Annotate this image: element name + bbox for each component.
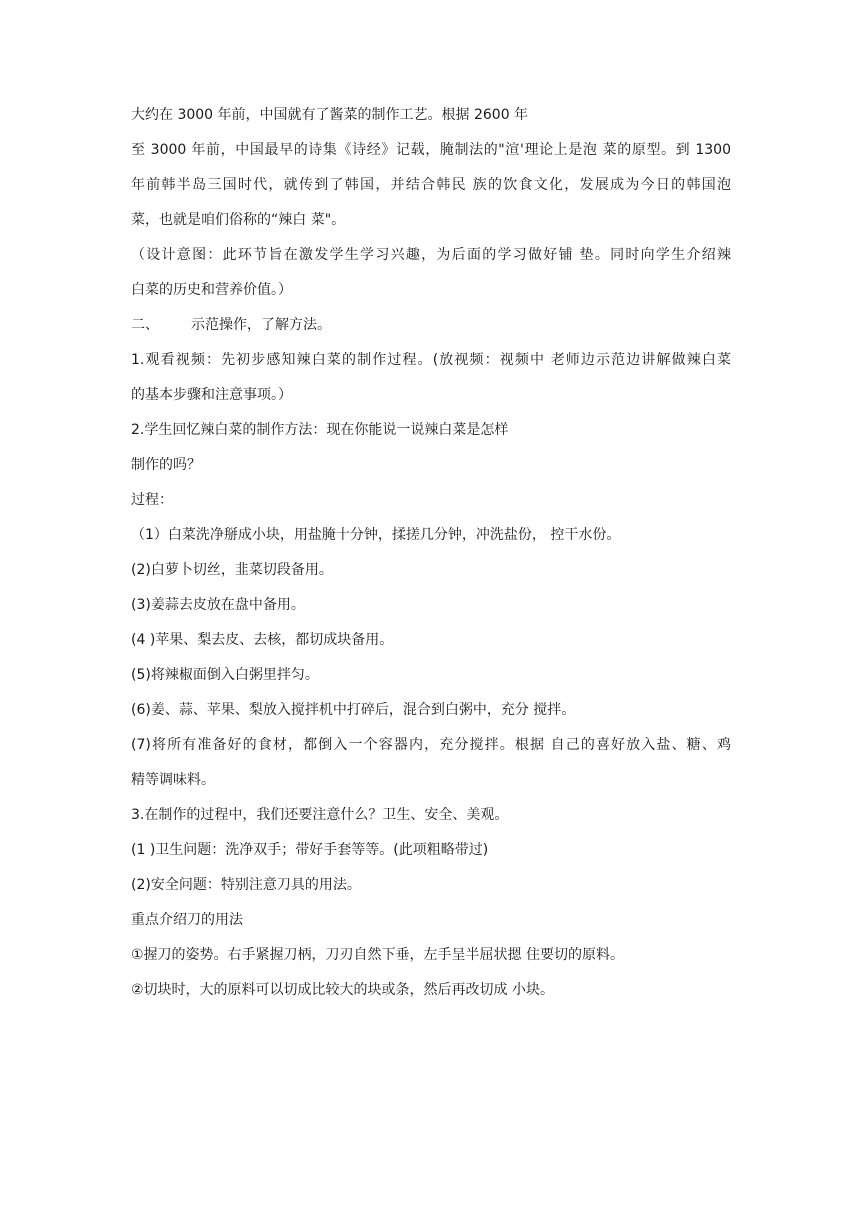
paragraph-line: 菜，也就是咱们俗称的“辣白 菜"。 [131, 212, 346, 228]
paragraph-line: 2.学生回忆辣白菜的制作方法：现在你能说一说辣白菜是怎样 [131, 422, 509, 438]
paragraph-line: 年前韩半岛三国时代，就传到了韩国，并结合韩民 族的饮食文化，发展成为今日的韩国泡 [131, 177, 731, 193]
list-item: (5)将辣椒面倒入白粥里拌匀。 [131, 667, 319, 683]
paragraph-line: 的基本步骤和注意事项。） [131, 387, 292, 403]
paragraph-line: （设计意图：此环节旨在激发学生学习兴趣，为后面的学习做好铺 垫。同时向学生介绍辣 [131, 247, 731, 263]
section-heading [131, 308, 731, 343]
list-item: (1 )卫生问题：洗净双手；带好手套等等。(此项粗略带过) [131, 842, 489, 858]
paragraph-line: 重点介绍刀的用法 [131, 912, 243, 928]
paragraph-line: 制作的吗？ [131, 457, 201, 473]
section-number: 二、 [131, 317, 159, 333]
paragraph-line: 至 3000 年前，中国最早的诗集《诗经》记载，腌制法的"渲'理论上是泡 菜的原型。到 1300 [131, 142, 731, 158]
list-item: (3)姜蒜去皮放在盘中备用。 [131, 597, 305, 613]
paragraph-line: 3.在制作的过程中，我们还要注意什么？卫生、安全、美观。 [131, 807, 509, 823]
list-item: ②切块时，大的原料可以切成比较大的块或条，然后再改切成 小块。 [131, 982, 554, 998]
list-item: (2)安全问题：特别注意刀具的用法。 [131, 877, 361, 893]
list-item: (2)白萝卜切丝，韭菜切段备用。 [131, 562, 333, 578]
paragraph-line: 1.观看视频：先初步感知辣白菜的制作过程。(放视频：视频中 老师边示范边讲解做辣白菜 [131, 352, 731, 368]
list-item: （1）白菜洗净掰成小块，用盐腌十分钟，揉搓几分钟，冲洗盐份， 控干水份。 [131, 527, 621, 543]
list-item: 精等调味料。 [131, 772, 215, 788]
document-body [131, 98, 731, 1008]
paragraph-line: 过程： [131, 492, 173, 508]
paragraph-line: 大约在 3000 年前，中国就有了酱菜的制作工艺。根据 2600 年 [131, 107, 529, 123]
paragraph-line: 白菜的历史和营养价值。） [131, 282, 292, 298]
list-item: (4 )苹果、梨去皮、去核，都切成块备用。 [131, 632, 394, 648]
list-item: (7)将所有准备好的食材，都倒入一个容器内，充分搅拌。根据 自己的喜好放入盐、糖、鸡 [131, 737, 731, 753]
list-item: (6)姜、蒜、苹果、梨放入搅拌机中打碎后，混合到白粥中，充分 搅拌。 [131, 702, 576, 718]
section-title: 示范操作，了解方法。 [191, 317, 331, 333]
list-item: ①握刀的姿势。右手紧握刀柄，刀刃自然下垂，左手呈半屈状摁 住要切的原料。 [131, 947, 624, 963]
